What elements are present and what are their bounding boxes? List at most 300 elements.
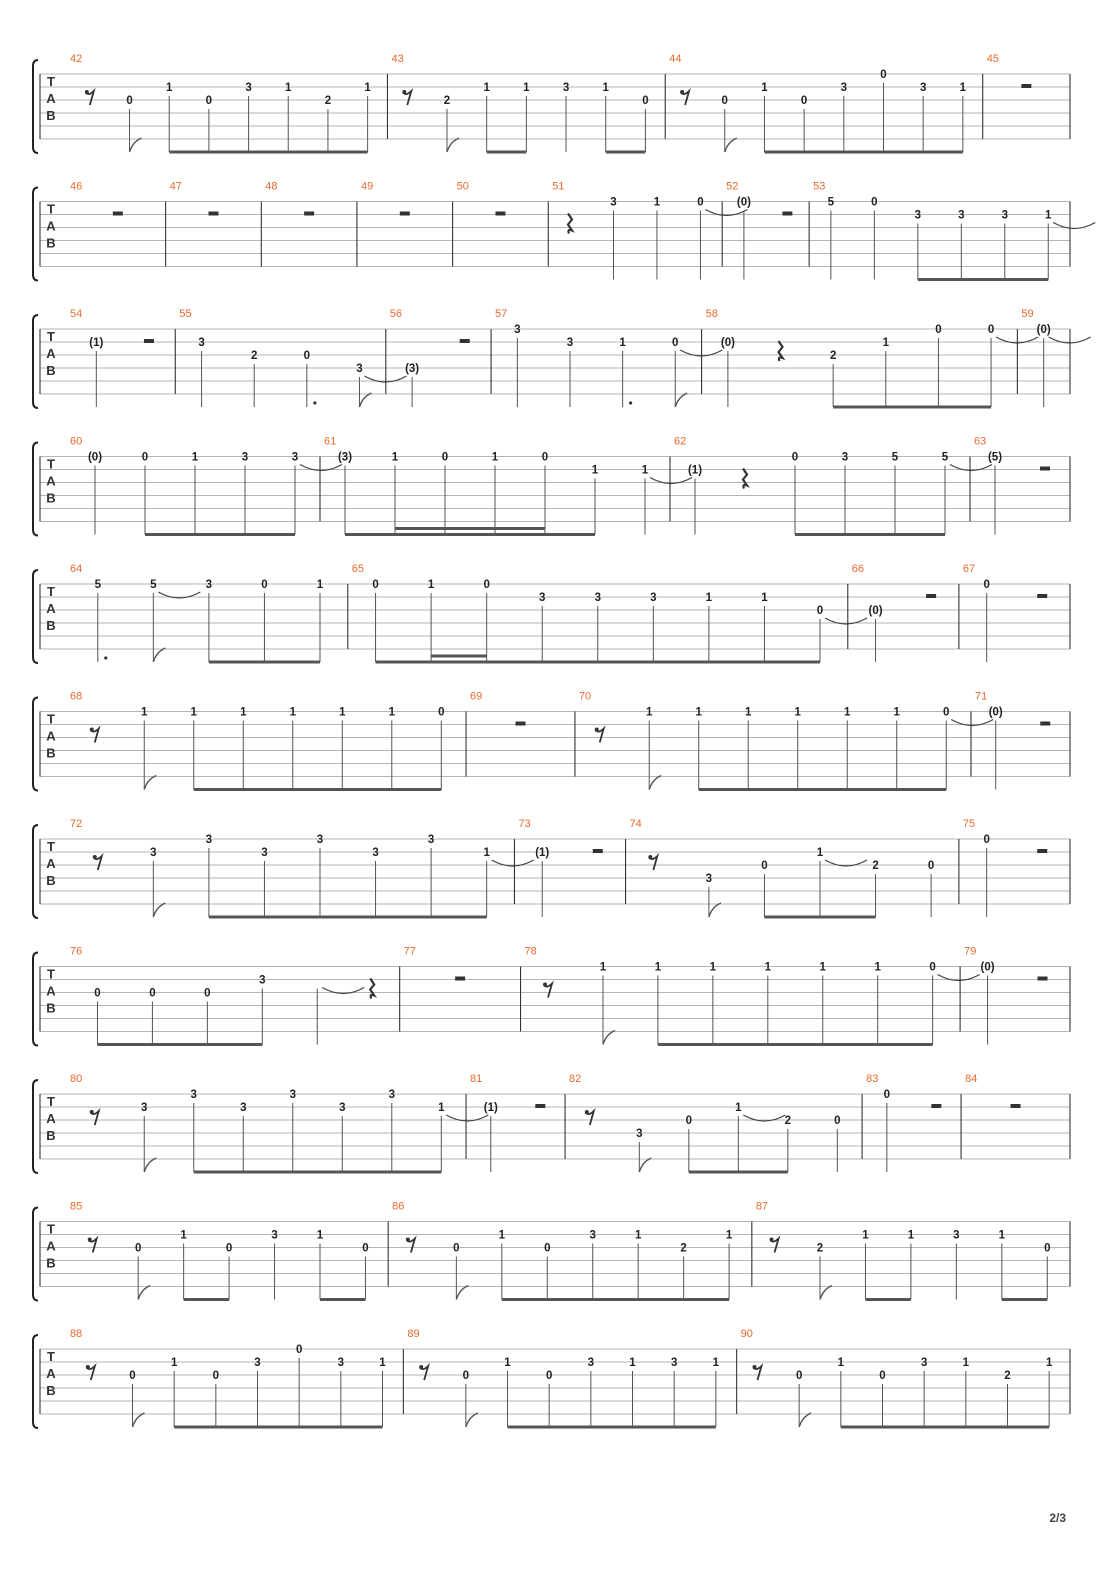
- note: [988, 324, 1038, 407]
- measure-number: 48: [265, 180, 278, 193]
- note: [844, 707, 851, 790]
- note-flag: [820, 1286, 832, 1300]
- note: [285, 82, 292, 152]
- note: [1002, 210, 1008, 280]
- measure-number: 73: [518, 818, 531, 830]
- note: [338, 1357, 344, 1427]
- fret-number: 0: [761, 860, 768, 872]
- note: [963, 1357, 970, 1427]
- tab-clef-letter: A: [46, 601, 56, 616]
- note: [871, 197, 877, 280]
- measure-number: 81: [470, 1073, 483, 1085]
- note: [862, 1230, 869, 1300]
- note: [150, 579, 200, 662]
- fret-number: 0: [295, 1344, 303, 1356]
- note: [356, 363, 406, 407]
- fret-number: 3: [271, 1229, 278, 1242]
- note: [920, 82, 926, 152]
- fret-number: (1): [483, 1102, 498, 1114]
- note-flag: [153, 903, 165, 917]
- measure-number: 57: [495, 308, 508, 320]
- fret-number: 5: [94, 579, 101, 591]
- note: [129, 1370, 135, 1427]
- fret-number: 0: [225, 1242, 233, 1255]
- note: [600, 962, 607, 1045]
- fret-number: 1: [170, 1357, 178, 1369]
- fret-number: 1: [391, 451, 399, 464]
- note: [879, 1370, 885, 1427]
- fret-number: 1: [653, 196, 661, 209]
- half-rest: [1040, 467, 1050, 471]
- fret-number: 0: [927, 860, 935, 872]
- measure-number: 59: [1021, 308, 1034, 320]
- measure-number: 65: [351, 563, 365, 575]
- fret-number: 0: [483, 579, 490, 591]
- note: [953, 1230, 959, 1300]
- fret-number: 3: [594, 592, 601, 604]
- note: [761, 592, 768, 662]
- note: [261, 579, 267, 662]
- fret-number: 1: [379, 1357, 386, 1369]
- fret-number: 1: [641, 464, 649, 477]
- fret-number: 5: [941, 451, 949, 464]
- fret-number: 0: [672, 337, 679, 349]
- fret-number: 1: [141, 706, 148, 719]
- fret-number: 3: [337, 1357, 345, 1369]
- fret-number: 0: [943, 706, 950, 719]
- fret-number: 1: [504, 1357, 511, 1369]
- note: [171, 1357, 178, 1427]
- note: [242, 452, 248, 535]
- note: [595, 592, 601, 662]
- fret-number: 0: [834, 1115, 841, 1127]
- note-flag: [649, 776, 661, 790]
- fret-number: 2: [784, 1115, 792, 1127]
- eighth-rest-dot: [543, 983, 547, 987]
- note: [981, 962, 995, 1045]
- eighth-rest-dot: [90, 728, 94, 732]
- note: [884, 1089, 890, 1172]
- fret-number: 3: [245, 82, 252, 94]
- measure: [324, 436, 692, 535]
- measure-number: 76: [70, 945, 83, 958]
- note: [999, 1230, 1006, 1300]
- note: [483, 847, 533, 917]
- measure: [352, 563, 867, 662]
- measure-number: 47: [169, 180, 182, 193]
- note: [828, 197, 835, 280]
- half-rest: [400, 212, 410, 216]
- note: [735, 1102, 785, 1172]
- fret-number: 3: [190, 1089, 197, 1101]
- tab-clef-letter: A: [46, 856, 56, 871]
- fret-number: 3: [566, 337, 574, 349]
- fret-number: 3: [1001, 209, 1008, 222]
- measure-number: 54: [70, 308, 83, 320]
- fret-number: 1: [907, 1229, 915, 1242]
- fret-number: 3: [372, 847, 379, 859]
- note-flag: [130, 138, 142, 152]
- tab-clef-letter: A: [46, 728, 56, 744]
- tab-system: [33, 818, 1070, 918]
- measure: [70, 1073, 488, 1172]
- note: [535, 847, 549, 917]
- fret-number: 0: [544, 1242, 551, 1255]
- fret-number: 0: [362, 1242, 369, 1255]
- note: [588, 1357, 594, 1427]
- fret-number: 0: [987, 324, 995, 336]
- note: [796, 1370, 802, 1427]
- note: [650, 592, 656, 662]
- fret-number: 1: [712, 1357, 720, 1369]
- note: [592, 465, 599, 535]
- fret-number: 5: [891, 451, 899, 464]
- system-bracket: [33, 953, 38, 1046]
- note: [463, 1370, 469, 1427]
- note: [1004, 1370, 1010, 1427]
- system-bracket: [33, 1080, 38, 1173]
- note: [680, 1243, 686, 1300]
- measure: [70, 308, 175, 407]
- tab-clef-letter: B: [46, 1000, 56, 1016]
- fret-number: 2: [680, 1242, 687, 1255]
- note: [254, 1357, 260, 1427]
- system-bracket: [33, 698, 38, 791]
- note: [629, 1357, 636, 1427]
- measure-number: 60: [70, 435, 83, 448]
- fret-number: 0: [541, 451, 549, 464]
- tab-clef-letter: B: [46, 1255, 56, 1271]
- fret-number: 1: [629, 1357, 636, 1369]
- fret-number: 3: [241, 451, 249, 464]
- fret-number: 1: [998, 1229, 1006, 1242]
- fret-number: 0: [261, 579, 268, 591]
- note: [444, 95, 450, 152]
- measure-number: 88: [70, 1328, 83, 1340]
- half-rest: [535, 1104, 545, 1108]
- measure-number: 85: [70, 1200, 83, 1213]
- fret-number: 1: [761, 82, 768, 94]
- fret-number: (1): [89, 337, 104, 349]
- half-rest: [208, 212, 218, 216]
- note: [389, 707, 396, 790]
- dotted-note-dot: [104, 656, 107, 659]
- tab-clef-letter: A: [46, 218, 56, 234]
- note: [688, 465, 702, 535]
- tab-clef-letter: T: [47, 201, 55, 217]
- note: [1037, 324, 1091, 407]
- fret-number: 1: [180, 1229, 187, 1242]
- measure-number: 69: [470, 690, 483, 703]
- note: [317, 579, 324, 662]
- note: [834, 1115, 840, 1172]
- note: [499, 1230, 506, 1300]
- fret-number: 1: [654, 961, 662, 974]
- note: [696, 707, 703, 790]
- measure-number: 67: [962, 563, 976, 575]
- note: [325, 95, 331, 152]
- fret-number: 0: [134, 1242, 142, 1255]
- note: [166, 82, 173, 152]
- measure: [470, 1073, 565, 1172]
- tab-clef-letter: A: [46, 983, 56, 999]
- note: [442, 452, 448, 535]
- fret-number: 1: [191, 451, 199, 464]
- fret-number: 2: [872, 860, 879, 872]
- measure: [974, 436, 1070, 535]
- note: [842, 452, 848, 535]
- tab-system: [33, 1073, 1070, 1173]
- fret-number: 1: [819, 961, 826, 974]
- fret-number: 3: [539, 592, 546, 604]
- fret-number: 1: [523, 82, 530, 94]
- fret-number: 3: [388, 1089, 395, 1101]
- fret-number: (3): [337, 451, 353, 464]
- measure: [964, 946, 1070, 1045]
- fret-number: 3: [920, 1357, 928, 1369]
- note: [761, 82, 768, 152]
- fret-number: 5: [827, 196, 835, 209]
- note: [539, 592, 545, 662]
- fret-number: (0): [720, 337, 735, 349]
- measure: [70, 691, 466, 790]
- tab-clef-letter: A: [46, 1238, 56, 1254]
- measure: [726, 181, 809, 280]
- eighth-rest-dot: [402, 90, 406, 94]
- note: [838, 1357, 845, 1427]
- tab-clef-letter: A: [46, 346, 56, 361]
- note: [204, 988, 210, 1045]
- eighth-rest-dot: [93, 855, 97, 859]
- note: [958, 210, 964, 280]
- fret-number: 1: [316, 1229, 324, 1242]
- note: [198, 337, 204, 407]
- fret-number: 3: [205, 834, 213, 846]
- note-flag: [144, 1158, 156, 1172]
- system-bracket: [33, 825, 38, 918]
- note-flag: [447, 138, 459, 152]
- note: [180, 1230, 187, 1300]
- note: [721, 337, 735, 407]
- note: [563, 82, 569, 152]
- half-rest: [593, 849, 603, 853]
- half-rest: [1038, 977, 1048, 981]
- measure: [866, 1073, 961, 1172]
- measure: [70, 563, 348, 662]
- note: [943, 707, 993, 790]
- note: [88, 452, 102, 535]
- note: [722, 95, 728, 152]
- note: [206, 579, 212, 662]
- fret-number: 3: [240, 1102, 247, 1114]
- note: [438, 707, 444, 790]
- fret-number: 3: [514, 324, 521, 336]
- fret-number: 1: [646, 706, 653, 719]
- fret-number: 1: [285, 82, 292, 94]
- note: [706, 592, 713, 662]
- measure-number: 64: [70, 563, 83, 575]
- note: [523, 82, 530, 152]
- fret-number: 3: [636, 1128, 643, 1140]
- measure: [569, 1073, 862, 1172]
- measure: [70, 1328, 403, 1427]
- tab-system: [33, 53, 1070, 153]
- measure: [70, 946, 400, 1045]
- fret-number: 1: [491, 451, 499, 464]
- note: [261, 847, 267, 917]
- measure-number: 77: [403, 945, 416, 958]
- note: [453, 1243, 459, 1300]
- note: [206, 834, 212, 917]
- eighth-rest-dot: [85, 90, 89, 94]
- fret-number: 3: [841, 451, 849, 464]
- fret-number: 0: [795, 1370, 803, 1382]
- note: [339, 707, 346, 790]
- tab-clef-letter: B: [46, 1128, 56, 1143]
- half-rest: [460, 339, 470, 343]
- fret-number: 2: [1004, 1370, 1011, 1382]
- fret-number: 2: [816, 1242, 824, 1255]
- measure: [813, 181, 1095, 280]
- eighth-rest-dot: [585, 1110, 589, 1114]
- fret-number: 2: [443, 95, 451, 107]
- note-flag: [603, 1031, 615, 1045]
- fret-number: 1: [388, 706, 395, 719]
- measure: [407, 1328, 736, 1427]
- fret-number: 0: [129, 1370, 136, 1382]
- note: [928, 860, 934, 917]
- fret-number: 1: [190, 706, 197, 719]
- measure: [1021, 308, 1090, 407]
- fret-number: 3: [705, 873, 713, 885]
- fret-number: 1: [289, 706, 296, 719]
- note: [929, 962, 979, 1045]
- half-rest: [931, 1104, 941, 1108]
- note: [304, 350, 317, 407]
- note: [405, 363, 419, 407]
- fret-number: 0: [929, 961, 936, 974]
- fret-number: 1: [882, 337, 889, 349]
- tab-clef-letter: B: [46, 873, 56, 888]
- fret-number: 0: [880, 69, 887, 81]
- fret-number: 0: [441, 451, 449, 464]
- note: [126, 95, 132, 152]
- fret-number: (3): [405, 363, 420, 375]
- fret-number: 1: [874, 961, 881, 974]
- note: [795, 707, 802, 790]
- fret-number: 0: [642, 95, 649, 107]
- note-flag: [138, 1286, 150, 1300]
- measure-number: 78: [524, 945, 537, 958]
- note: [610, 197, 616, 280]
- half-rest: [1037, 849, 1047, 853]
- note: [960, 82, 967, 152]
- eighth-rest-dot: [753, 1365, 757, 1369]
- tab-clef-letter: B: [46, 1383, 56, 1398]
- fret-number: 1: [427, 579, 435, 591]
- fret-number: (5): [987, 451, 1003, 464]
- tab-clef-letter: B: [46, 618, 56, 633]
- fret-number: 0: [126, 95, 133, 107]
- fret-number: 3: [254, 1357, 261, 1369]
- fret-number: 3: [141, 1102, 148, 1114]
- fret-number: 0: [871, 196, 878, 209]
- note: [619, 337, 632, 407]
- tab-system: [33, 436, 1070, 536]
- measure-number: 72: [70, 818, 83, 830]
- note: [292, 452, 342, 535]
- fret-number: 0: [983, 579, 990, 591]
- fret-number: 3: [289, 1089, 296, 1101]
- tab-clef-letter: A: [46, 1366, 56, 1381]
- note: [317, 834, 323, 917]
- fret-number: 1: [862, 1229, 869, 1242]
- fret-number: 0: [462, 1370, 470, 1382]
- fret-number: 1: [893, 706, 900, 719]
- system-bracket: [33, 315, 38, 408]
- fret-number: 0: [935, 324, 942, 336]
- measure-number: 87: [755, 1200, 769, 1213]
- measure-number: 68: [70, 690, 83, 703]
- note: [142, 452, 148, 535]
- measure: [669, 53, 982, 152]
- tab-system: [33, 1201, 1070, 1301]
- tab-clef-letter: T: [47, 329, 55, 344]
- half-rest: [304, 212, 314, 216]
- note: [290, 707, 297, 790]
- note: [671, 1357, 677, 1427]
- note: [364, 82, 371, 152]
- fret-number: 1: [1045, 1357, 1053, 1369]
- tab-clef-letter: T: [47, 456, 55, 472]
- note-flag: [153, 648, 165, 662]
- measure-number: 55: [179, 308, 192, 320]
- note: [89, 337, 103, 407]
- note: [339, 1102, 345, 1172]
- note: [191, 1089, 197, 1172]
- measure-number: 62: [674, 435, 687, 448]
- tab-system: [33, 691, 1070, 791]
- measure: [179, 308, 406, 407]
- note: [483, 579, 489, 662]
- note: [841, 82, 847, 152]
- tab-system: [33, 946, 1070, 1046]
- measure: [963, 818, 1070, 917]
- fret-number: 0: [372, 579, 379, 591]
- measure-number: 90: [740, 1328, 753, 1340]
- note: [921, 1357, 927, 1427]
- fret-number: 0: [141, 451, 149, 464]
- note-flag: [133, 1413, 145, 1427]
- half-rest: [113, 212, 123, 216]
- note: [492, 452, 499, 535]
- tab-clef-letter: A: [46, 91, 56, 106]
- note: [251, 350, 257, 407]
- tab-clef-letter: B: [46, 235, 56, 251]
- tab-clef-letter: A: [46, 1111, 56, 1126]
- fret-number: 1: [761, 592, 768, 604]
- system-bracket: [33, 1208, 38, 1301]
- measure-number: 66: [851, 563, 865, 575]
- note: [240, 1102, 246, 1172]
- eighth-rest-dot: [595, 728, 599, 732]
- fret-number: (0): [87, 451, 103, 464]
- fret-number: 3: [150, 847, 157, 859]
- fret-number: 1: [602, 82, 609, 94]
- note: [892, 452, 899, 535]
- note: [908, 1230, 915, 1300]
- note: [655, 962, 662, 1045]
